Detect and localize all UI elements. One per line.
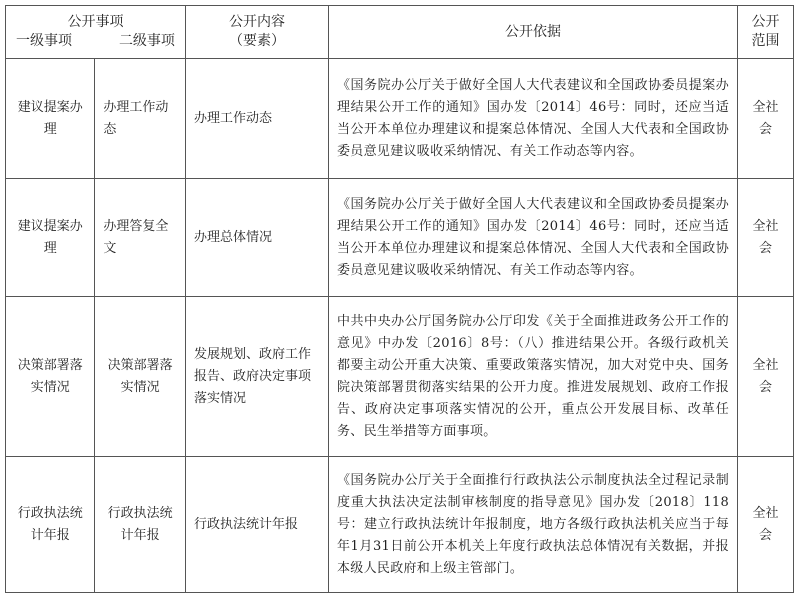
row-content: 办理总体情况	[185, 179, 328, 297]
header-row	[6, 6, 794, 59]
row-scope: 全社会	[738, 457, 794, 593]
row-basis: 《国务院办公厅关于做好全国人大代表建议和全国政协委员提案办理结果公开工作的通知》国办发〔2014〕46号：同时，还应当适当公开本单位办理建议和提案总体情况、全国人大代表和全国政协委员意见建议吸收采纳情况、有关工作动态等内容。	[329, 59, 738, 179]
row-basis: 中共中央办公厅国务院办公厅印发《关于全面推进政务公开工作的意见》中办发〔2016〕8号：（八）推进结果公开。各级行政机关都要主动公开重大决策、重要政策落实情况，加大对党中央、国务院决策部署贯彻落实结果的公开力度。推进发展规划、政府工作报告、政府决定事项落实情况的公开，重点公开发展目标、改革任务、民生举措等方面事项。	[329, 297, 738, 457]
header-matter	[6, 6, 186, 59]
table-row	[6, 179, 794, 297]
header-scope	[738, 6, 794, 59]
row-level2: 决策部署落实情况	[95, 297, 186, 457]
row-level2: 办理工作动态	[95, 59, 186, 179]
row-basis: 《国务院办公厅关于全面推行行政执法公示制度执法全过程记录制度重大执法决定法制审核制度的指导意见》国办发〔2018〕118号：建立行政执法统计年报制度，地方各级行政执法机关应当于每年1月31日前公开本机关上年度行政执法总体情况有关数据，并报本级人民政府和上级主管部门。	[329, 457, 738, 593]
row-content: 办理工作动态	[185, 59, 328, 179]
row-level2: 行政执法统计年报	[95, 457, 186, 593]
table-row	[6, 297, 794, 457]
header-scope-line2: 范围	[751, 33, 780, 49]
header-matter-group: 公开事项	[67, 14, 124, 30]
header-scope-line1: 公开	[751, 14, 780, 30]
row-content: 行政执法统计年报	[185, 457, 328, 593]
row-level1: 行政执法统计年报	[6, 457, 95, 593]
header-basis: 公开依据	[329, 6, 738, 59]
table-row	[6, 59, 794, 179]
disclosure-table	[5, 5, 794, 593]
row-level1: 决策部署落实情况	[6, 297, 95, 457]
row-level1: 建议提案办理	[6, 59, 95, 179]
header-level2: 二级事项	[118, 33, 175, 49]
row-scope: 全社会	[738, 297, 794, 457]
header-content-line2: （要素）	[228, 33, 285, 49]
row-scope: 全社会	[738, 59, 794, 179]
header-content-line1: 公开内容	[228, 14, 285, 30]
header-level1: 一级事项	[16, 33, 72, 49]
row-scope: 全社会	[738, 179, 794, 297]
table-row	[6, 457, 794, 593]
row-level1: 建议提案办理	[6, 179, 95, 297]
row-basis: 《国务院办公厅关于做好全国人大代表建议和全国政协委员提案办理结果公开工作的通知》国办发〔2014〕46号：同时，还应当适当公开本单位办理建议和提案总体情况、全国人大代表和全国政协委员意见建议吸收采纳情况、有关工作动态等内容。	[329, 179, 738, 297]
row-level2: 办理答复全文	[95, 179, 186, 297]
row-content: 发展规划、政府工作报告、政府决定事项落实情况	[185, 297, 328, 457]
header-content	[185, 6, 328, 59]
